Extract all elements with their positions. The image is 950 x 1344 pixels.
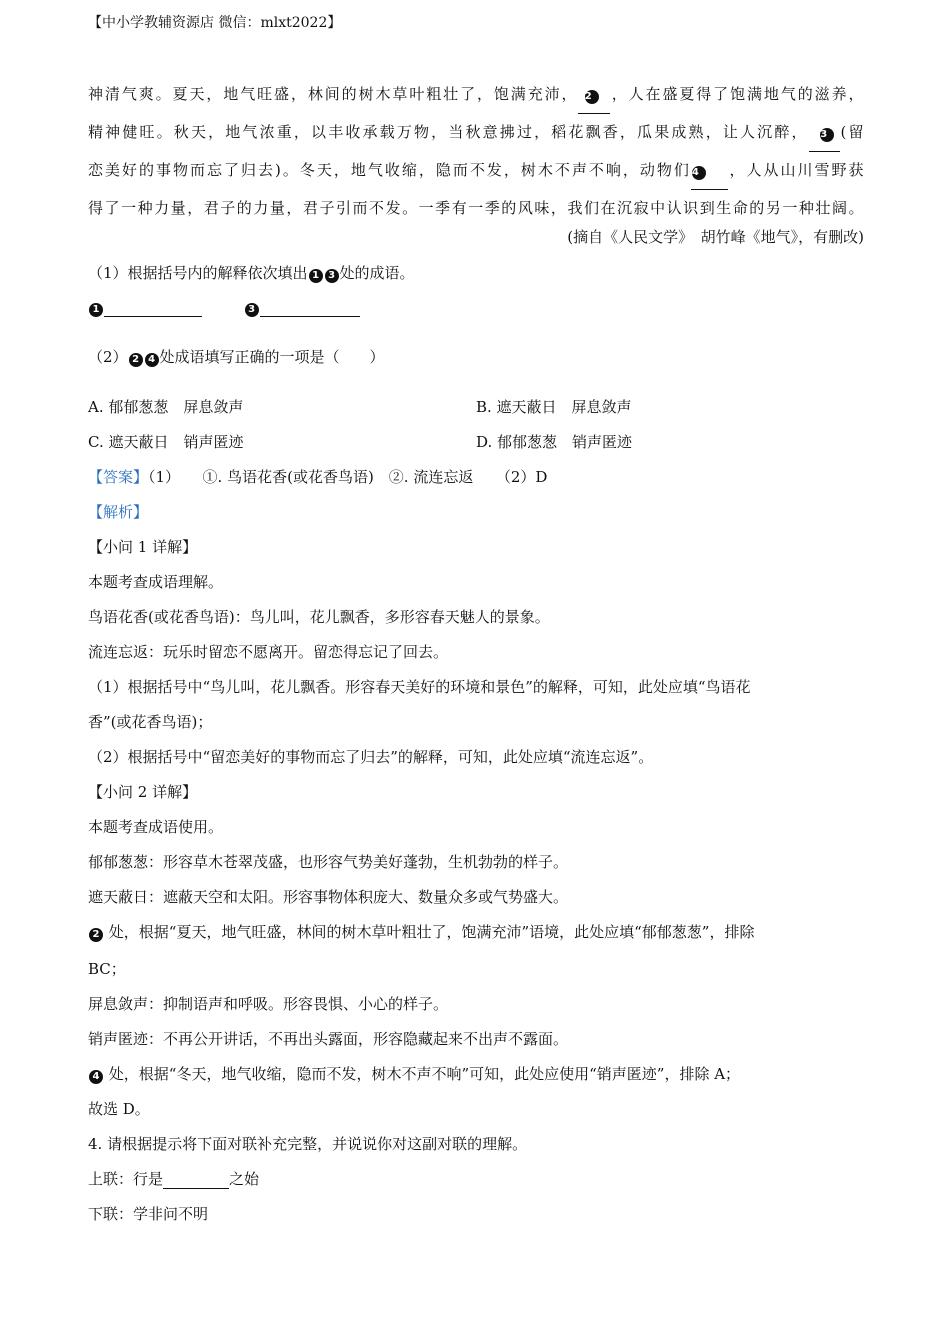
- explanation-line: 2 处，根据“夏天，地气旺盛，林间的树木草叶粗壮了，饱满充沛”语境，此处应填“郁郁葱葱”，排除: [88, 921, 754, 942]
- option-a[interactable]: A. 郁郁葱葱 屏息敛声: [88, 398, 244, 416]
- reading-passage: [88, 76, 864, 227]
- explanation-line: 流连忘返：玩乐时留恋不愿离开。留恋得忘记了回去。: [88, 643, 449, 661]
- passage-line-4: 得了一种力量，君子的力量，君子引而不发。一季有一季的风味，我们在沉寂中认识到生命的另一种壮阔。: [88, 199, 864, 217]
- answer-text: （1） ①. 鸟语花香(或花香鸟语) ②. 流连忘返 （2）D: [148, 468, 548, 486]
- header-watermark: 【中小学教辅资源店 微信：mlxt2022】: [88, 15, 342, 31]
- answer-blank-1[interactable]: [104, 298, 202, 317]
- question-2-stem: （2） 2 4 处成语填写正确的一项是（ ）: [88, 348, 385, 366]
- circled-number-3-icon: 3: [325, 269, 339, 283]
- circled-number-2-icon: 2: [585, 90, 599, 104]
- explanation-line: 遮天蔽日：遮蔽天空和太阳。形容事物体积庞大、数量众多或气势盛大。: [88, 888, 569, 906]
- circled-number-3-icon: 3: [820, 128, 834, 142]
- blank-2: [578, 76, 610, 114]
- option-d[interactable]: D. 郁郁葱葱 销声匿迹: [476, 433, 633, 451]
- answer-blanks-row: [88, 298, 360, 317]
- sub-question-1-heading: 【小问 1 详解】: [88, 538, 198, 556]
- couplet-blank[interactable]: [163, 1170, 229, 1189]
- question-4-stem: 4. 请根据提示将下面对联补充完整，并说说你对这副对联的理解。: [88, 1135, 528, 1153]
- circled-number-4-icon: 4: [145, 353, 159, 367]
- answer-line: [88, 466, 547, 487]
- passage-line-1: 神清气爽。夏天，地气旺盛，林间的树木草叶粗壮了，饱满充沛， 2 ，人在盛夏得了饱满地气的滋养，: [88, 76, 864, 114]
- option-b[interactable]: B. 遮天蔽日 屏息敛声: [476, 398, 632, 416]
- circled-number-1-icon: 1: [89, 303, 103, 317]
- sub-question-2-heading: 【小问 2 详解】: [88, 783, 198, 801]
- passage-line-3: 恋美好的事物而忘了归去)。冬天，地气收缩，隐而不发，树木不声不响，动物们4 ，人从山川雪野获: [88, 152, 864, 190]
- circled-number-4-icon: 4: [692, 166, 706, 180]
- answer-blank-3[interactable]: [260, 298, 360, 317]
- circled-number-2-icon: 2: [89, 928, 103, 942]
- couplet-upper: 上联：行是 之始: [88, 1170, 260, 1188]
- explanation-line: 本题考查成语使用。: [88, 818, 224, 836]
- explanation-line: 郁郁葱葱：形容草木苍翠茂盛，也形容气势美好蓬勃，生机勃勃的样子。: [88, 853, 569, 871]
- circled-number-1-icon: 1: [309, 269, 323, 283]
- circled-number-2-icon: 2: [129, 353, 143, 367]
- explanation-line: 销声匿迹：不再公开讲话，不再出头露面，形容隐藏起来不出声不露面。: [88, 1030, 569, 1048]
- option-c[interactable]: C. 遮天蔽日 销声匿迹: [88, 433, 244, 451]
- explanation-line: 4 处，根据“冬天，地气收缩，隐而不发，树木不声不响”可知，此处应使用“销声匿迹”，排除 A；: [88, 1063, 740, 1084]
- explanation-line: 鸟语花香(或花香鸟语)：鸟儿叫，花儿飘香，多形容春天魅人的景象。: [88, 608, 550, 626]
- explanation-line: （2）根据括号中“留恋美好的事物而忘了归去”的解释，可知，此处应填“流连忘返”。: [88, 748, 654, 766]
- circled-number-4-icon: 4: [89, 1070, 103, 1084]
- passage-line-2: 精神健旺。秋天，地气浓重，以丰收承载万物，当秋意拂过，稻花飘香，瓜果成熟，让人沉醉， 3 (留: [88, 114, 864, 152]
- analysis-label: 【解析】: [88, 503, 149, 521]
- blank-4: [691, 152, 728, 190]
- explanation-line: 屏息敛声：抑制语声和呼吸。形容畏惧、小心的样子。: [88, 995, 449, 1013]
- explanation-line: （1）根据括号中“鸟儿叫，花儿飘香。形容春天美好的环境和景色”的解释，可知，此处应填“鸟语花: [88, 678, 751, 696]
- explanation-line: 故选 D。: [88, 1100, 150, 1118]
- question-1-stem: （1）根据括号内的解释依次填出 1 3 处的成语。: [88, 264, 415, 282]
- explanation-line: 本题考查成语理解。: [88, 573, 224, 591]
- couplet-lower: 下联：学非问不明: [88, 1205, 209, 1223]
- blank-3: [809, 114, 841, 152]
- explanation-line: 香”(或花香鸟语)；: [88, 713, 213, 731]
- circled-number-3-icon: 3: [245, 303, 259, 317]
- explanation-line: BC；: [88, 960, 126, 978]
- answer-label: 【答案】: [88, 468, 149, 486]
- passage-source: (摘自《人民文学》 胡竹峰《地气》，有删改): [567, 228, 864, 246]
